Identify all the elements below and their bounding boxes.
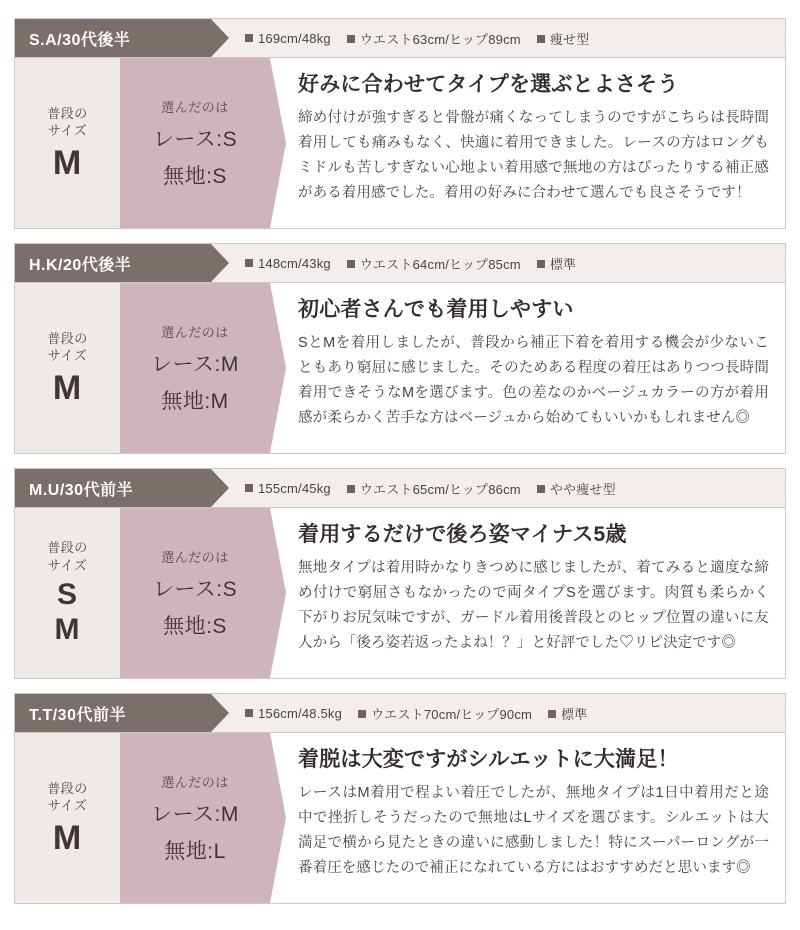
review-header	[15, 244, 785, 283]
spec-text: 標準	[561, 706, 588, 722]
square-bullet-icon	[245, 484, 253, 492]
review-text-block	[270, 283, 785, 453]
chosen-lace: レース:M	[151, 352, 239, 376]
usual-size-value: M	[52, 818, 83, 857]
usual-size-label: 普段の サイズ	[47, 539, 88, 573]
reviewer-name: S.A/30代後半	[15, 19, 211, 57]
spec-item	[537, 254, 576, 273]
usual-size-block	[15, 58, 120, 228]
chosen-lace: レース:S	[152, 577, 238, 601]
review-headline: 着脱は大変ですがシルエットに大満足！	[298, 748, 679, 771]
chosen-plain: 無地:S	[163, 164, 227, 188]
square-bullet-icon	[358, 710, 366, 718]
review-text-block	[270, 733, 785, 903]
square-bullet-icon	[537, 260, 545, 268]
reviewer-specs	[211, 244, 785, 282]
usual-size-block	[15, 283, 120, 453]
review-header	[15, 469, 785, 508]
spec-text: やや痩せ型	[549, 481, 616, 497]
chosen-size-block	[120, 58, 270, 228]
square-bullet-icon	[347, 35, 355, 43]
usual-size-label: 普段の サイズ	[47, 780, 88, 814]
review-body-text: 無地タイプは着用時かなりきつめに感じましたが、着てみると適度な締め付けで窮屈さもなかったので両タイプSを選びます。肉質も柔らかく下がりお尻気味ですが、ガードル着用後普段とのヒップ位置の違いに友人から「後ろ姿若返ったよね！？」と好評でした♡リピ決定です◎	[298, 560, 769, 652]
usual-size-value: M	[52, 368, 83, 407]
usual-size-label: 普段の サイズ	[47, 330, 88, 364]
review-body-text: 締め付けが強すぎると骨盤が痛くなってしまうのですがこちらは長時間着用しても痛みもなく、快適に着用できました。レースの方はロングもミドルも苦しすぎない心地よい着用感で無地の方はぴったりする補正感がある着用感でした。着用の好みに合わせて選んでも良さそうです！	[298, 110, 769, 202]
spec-item	[537, 479, 616, 498]
spec-item	[347, 479, 521, 498]
review-card	[14, 18, 786, 229]
chosen-plain: 無地:L	[164, 839, 226, 863]
spec-text: 標準	[549, 256, 577, 272]
review-header	[15, 694, 785, 733]
square-bullet-icon	[245, 709, 253, 717]
spec-item	[347, 29, 521, 48]
spec-text: 148cm/43kg	[258, 255, 331, 271]
spec-item	[347, 254, 521, 273]
chosen-size-block	[120, 733, 270, 903]
chosen-size-block	[120, 508, 270, 678]
chosen-lace: レース:S	[152, 127, 238, 151]
spec-item	[245, 31, 331, 46]
spec-item	[358, 704, 532, 723]
chosen-label: 選んだのは	[161, 99, 229, 115]
spec-text: 156cm/48.5kg	[258, 705, 343, 721]
review-headline: 初心者さんでも着用しやすい	[298, 298, 574, 321]
usual-size-block	[15, 733, 120, 903]
square-bullet-icon	[347, 485, 355, 493]
review-text-block	[270, 508, 785, 678]
square-bullet-icon	[537, 485, 545, 493]
reviewer-name: T.T/30代前半	[15, 694, 211, 732]
reviewer-specs	[211, 469, 785, 507]
usual-size-label: 普段の サイズ	[47, 105, 88, 139]
review-card	[14, 243, 786, 454]
review-card	[14, 468, 786, 679]
spec-text: 痩せ型	[549, 31, 590, 47]
review-headline: 好みに合わせてタイプを選ぶとよさそう	[298, 73, 679, 96]
usual-size-value: S M	[54, 578, 81, 646]
review-header	[15, 19, 785, 58]
chosen-size-block	[120, 283, 270, 453]
usual-size-block	[15, 508, 120, 678]
spec-item	[245, 481, 331, 496]
spec-item	[245, 256, 331, 271]
review-text-block	[270, 58, 785, 228]
square-bullet-icon	[537, 35, 545, 43]
square-bullet-icon	[347, 260, 355, 268]
review-body	[15, 283, 785, 453]
review-body	[15, 58, 785, 228]
chosen-plain: 無地:S	[163, 614, 227, 638]
spec-text: ウエスト63cm/ヒップ89cm	[359, 31, 521, 47]
spec-item	[245, 706, 342, 721]
square-bullet-icon	[245, 34, 253, 42]
spec-text: 169cm/48kg	[258, 30, 331, 46]
chosen-label: 選んだのは	[161, 549, 229, 565]
chosen-label: 選んだのは	[161, 774, 229, 790]
spec-text: ウエスト64cm/ヒップ85cm	[359, 256, 521, 272]
review-headline: 着用するだけで後ろ姿マイナス5歳	[298, 523, 627, 546]
reviewer-name: H.K/20代後半	[15, 244, 211, 282]
review-body	[15, 508, 785, 678]
spec-text: ウエスト70cm/ヒップ90cm	[371, 706, 533, 722]
usual-size-value: M	[52, 143, 83, 182]
reviewer-name: M.U/30代前半	[15, 469, 211, 507]
spec-text: 155cm/45kg	[258, 480, 331, 496]
review-body-text: SとMを着用しましたが、普段から補正下着を着用する機会が少ないこともあり窮屈に感じました。そのためある程度の着圧はありつつ長時間着用できそうなMを選びます。色の差なのかベージュカラーの方が着用感が柔らかく苦手な方はベージュから始めてもいいかもしれません◎	[298, 335, 769, 427]
review-card	[14, 693, 786, 904]
chosen-label: 選んだのは	[161, 324, 229, 340]
reviewer-specs	[211, 19, 785, 57]
spec-text: ウエスト65cm/ヒップ86cm	[359, 481, 521, 497]
review-body	[15, 733, 785, 903]
chosen-plain: 無地:M	[161, 389, 229, 413]
reviewer-specs	[211, 694, 785, 732]
square-bullet-icon	[245, 259, 253, 267]
square-bullet-icon	[548, 710, 556, 718]
spec-item	[537, 29, 590, 48]
spec-item	[548, 704, 587, 723]
review-body-text: レースはM着用で程よい着圧でしたが、無地タイプは1日中着用だと途中で挫折しそうだったので無地はLサイズを選びます。シルエットは大満足で横から見たときの違いに感動しました！特にスーパーロングが一番着圧を感じたので補正になれている方にはおすすめだと思います◎	[298, 785, 769, 877]
chosen-lace: レース:M	[151, 802, 239, 826]
